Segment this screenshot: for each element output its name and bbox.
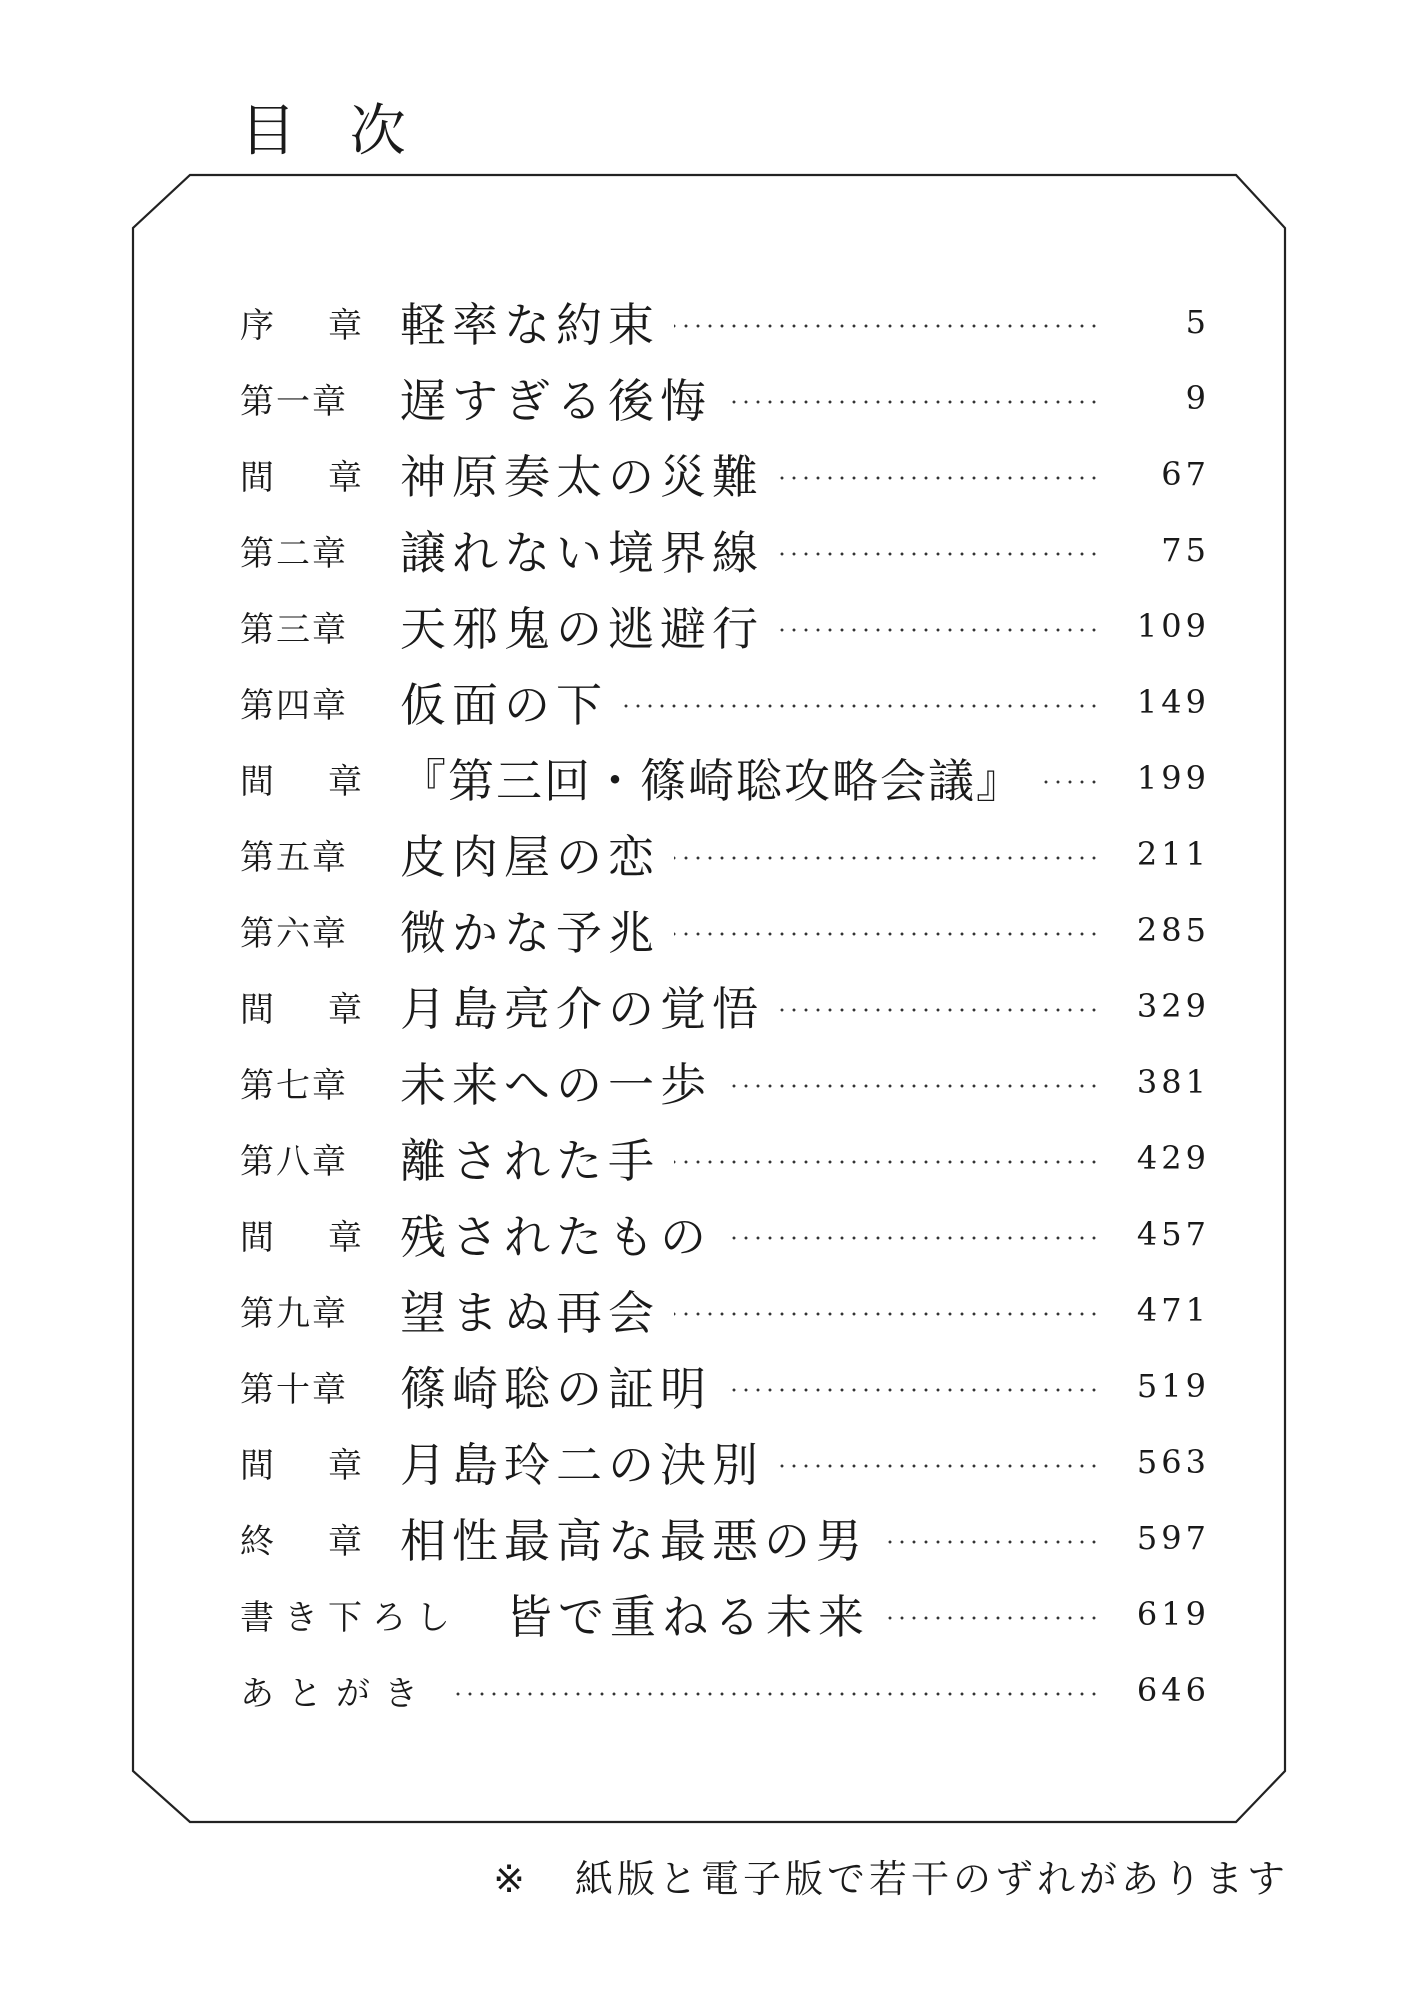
toc-entry[interactable] xyxy=(240,1272,1210,1348)
leader-dots xyxy=(726,1236,1100,1240)
page-number: 109 xyxy=(1136,607,1210,645)
chapter-title: 神原奏太の災難 xyxy=(400,450,764,504)
chapter-label: 第九章 xyxy=(240,1293,348,1334)
chapter-label: あとがき xyxy=(240,1673,432,1714)
leader-dots xyxy=(884,1616,1100,1620)
page-number: 329 xyxy=(1136,987,1210,1025)
chapter-label: 第三章 xyxy=(240,609,348,650)
chapter-label: 第六章 xyxy=(240,913,348,954)
toc-entry[interactable] xyxy=(240,1044,1210,1120)
leader-dots xyxy=(674,856,1100,860)
chapter-title: 微かな予兆 xyxy=(400,906,660,960)
toc-entry[interactable] xyxy=(240,360,1210,436)
toc-entry[interactable] xyxy=(240,816,1210,892)
leader-dots xyxy=(452,1692,1100,1696)
chapter-title: 相性最高な最悪の男 xyxy=(400,1514,868,1568)
chapter-label: 終 章 xyxy=(240,1521,362,1562)
toc-entry[interactable] xyxy=(240,1348,1210,1424)
reference-mark: ※ xyxy=(493,1857,529,1901)
toc-entry[interactable] xyxy=(240,740,1210,816)
chapter-title: 望まぬ再会 xyxy=(400,1286,660,1340)
chapter-title: 残されたもの xyxy=(400,1210,712,1264)
page-number: 67 xyxy=(1161,455,1210,493)
page-number: 211 xyxy=(1136,835,1210,873)
leader-dots xyxy=(778,476,1100,480)
toc-entry[interactable] xyxy=(240,1652,1210,1728)
chapter-title: 天邪鬼の逃避行 xyxy=(400,602,764,656)
toc-entry[interactable] xyxy=(240,512,1210,588)
chapter-title: 皮肉屋の恋 xyxy=(400,830,660,884)
toc-entry[interactable] xyxy=(240,284,1210,360)
page-number: 149 xyxy=(1136,683,1210,721)
leader-dots xyxy=(778,1464,1100,1468)
chapter-title: 月島亮介の覚悟 xyxy=(400,982,764,1036)
chapter-title: 月島玲二の決別 xyxy=(400,1438,764,1492)
toc-entry[interactable] xyxy=(240,1576,1210,1652)
leader-dots xyxy=(674,932,1100,936)
chapter-label: 間 章 xyxy=(240,761,362,802)
chapter-title: 軽率な約束 xyxy=(400,298,660,352)
chapter-label: 序 章 xyxy=(240,305,362,346)
leader-dots xyxy=(778,628,1100,632)
chapter-label: 第七章 xyxy=(240,1065,348,1106)
page-number: 646 xyxy=(1136,1671,1210,1709)
page-number: 381 xyxy=(1136,1063,1210,1101)
toc-entry[interactable] xyxy=(240,1500,1210,1576)
page-title: 目 次 xyxy=(240,99,424,164)
leader-dots xyxy=(726,1388,1100,1392)
leader-dots xyxy=(778,552,1100,556)
leader-dots xyxy=(674,1160,1100,1164)
leader-dots xyxy=(882,1540,1100,1544)
edition-note xyxy=(493,1848,1289,1903)
leader-dots xyxy=(1038,780,1100,784)
page-number: 75 xyxy=(1161,531,1210,569)
chapter-title: 未来への一歩 xyxy=(400,1058,712,1112)
leader-dots xyxy=(622,704,1100,708)
leader-dots xyxy=(726,400,1100,404)
note-text: 紙版と電子版で若干のずれがあります xyxy=(574,1857,1289,1901)
chapter-label: 第一章 xyxy=(240,381,348,422)
toc-entry[interactable] xyxy=(240,588,1210,664)
chapter-label: 間 章 xyxy=(240,989,362,1030)
chapter-title: 皆で重ねる未来 xyxy=(506,1590,870,1644)
chapter-title: 『第三回・篠崎聡攻略会議』 xyxy=(400,754,1024,808)
chapter-title: 譲れない境界線 xyxy=(400,526,764,580)
page-number: 429 xyxy=(1136,1139,1210,1177)
chapter-label: 第八章 xyxy=(240,1141,348,1182)
chapter-label: 間 章 xyxy=(240,1445,362,1486)
leader-dots xyxy=(778,1008,1100,1012)
toc-entry[interactable] xyxy=(240,1424,1210,1500)
page-number: 285 xyxy=(1136,911,1210,949)
leader-dots xyxy=(726,1084,1100,1088)
chapter-label: 間 章 xyxy=(240,457,362,498)
toc-entry[interactable] xyxy=(240,968,1210,1044)
toc-entry[interactable] xyxy=(240,1120,1210,1196)
leader-dots xyxy=(674,324,1100,328)
page-number: 199 xyxy=(1136,759,1210,797)
chapter-title: 仮面の下 xyxy=(400,678,608,732)
page-number: 5 xyxy=(1185,303,1210,341)
page-number: 597 xyxy=(1136,1519,1210,1557)
chapter-label: 第二章 xyxy=(240,533,348,574)
toc-entry[interactable] xyxy=(240,436,1210,512)
chapter-label: 第四章 xyxy=(240,685,348,726)
toc-entry[interactable] xyxy=(240,664,1210,740)
leader-dots xyxy=(674,1312,1100,1316)
toc-list xyxy=(240,284,1210,1728)
chapter-title: 遅すぎる後悔 xyxy=(400,374,712,428)
chapter-label: 第十章 xyxy=(240,1369,348,1410)
page-number: 9 xyxy=(1185,379,1210,417)
page-number: 519 xyxy=(1136,1367,1210,1405)
page-number: 619 xyxy=(1136,1595,1210,1633)
chapter-label: 第五章 xyxy=(240,837,348,878)
chapter-label: 間 章 xyxy=(240,1217,362,1258)
page-number: 471 xyxy=(1136,1291,1210,1329)
toc-entry[interactable] xyxy=(240,892,1210,968)
page-number: 457 xyxy=(1136,1215,1210,1253)
page-number: 563 xyxy=(1136,1443,1210,1481)
chapter-title: 篠崎聡の証明 xyxy=(400,1362,712,1416)
chapter-title: 離された手 xyxy=(400,1134,660,1188)
chapter-label: 書き下ろし xyxy=(240,1597,460,1638)
toc-entry[interactable] xyxy=(240,1196,1210,1272)
